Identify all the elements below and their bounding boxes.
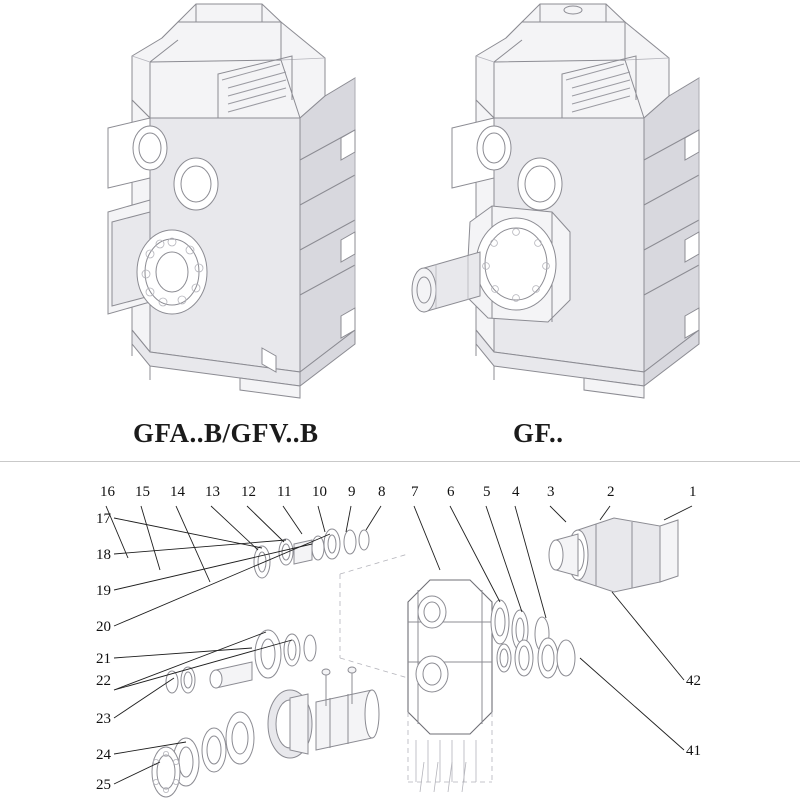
callout-23: 23: [96, 711, 111, 727]
callout-numbers-right: [686, 673, 701, 759]
callout-21: 21: [96, 651, 111, 667]
callout-11: 11: [277, 484, 292, 500]
callout-18: 18: [96, 547, 111, 563]
callout-20: 20: [96, 619, 111, 635]
callout-16: 16: [100, 484, 115, 500]
gearbox-housing-gfa-gfv: [108, 4, 355, 398]
callout-14: 14: [170, 484, 185, 500]
exploded-view-section: [0, 462, 800, 800]
callout-8: 8: [378, 484, 386, 500]
callout-12: 12: [241, 484, 256, 500]
callout-17: 17: [96, 511, 111, 527]
exploded-view-svg: [0, 462, 800, 800]
caption-right: GF..: [513, 418, 564, 448]
callout-19: 19: [96, 583, 111, 599]
callout-25: 25: [96, 777, 111, 793]
callout-41: 41: [686, 743, 701, 759]
callout-24: 24: [96, 747, 111, 763]
callout-6: 6: [447, 484, 455, 500]
gear-and-shaft-lower: [152, 667, 466, 797]
motor-adapter-assembly: [549, 518, 678, 592]
central-housing-outline: [340, 554, 492, 782]
output-shaft: [412, 252, 480, 312]
callout-7: 7: [411, 484, 419, 500]
callout-numbers-left: [96, 511, 112, 793]
callout-15: 15: [135, 484, 150, 500]
callout-numbers-top: [100, 484, 697, 500]
callout-2: 2: [607, 484, 615, 500]
callout-22: 22: [96, 673, 111, 689]
gearbox-housing-gf-with-shaft: [412, 4, 699, 398]
callout-4: 4: [512, 484, 520, 500]
spacer-rings-right: [491, 600, 575, 678]
caption-left: GFA..B/GFV..B: [133, 418, 319, 448]
callout-42: 42: [686, 673, 701, 689]
callout-10: 10: [312, 484, 327, 500]
callout-3: 3: [547, 484, 555, 500]
callout-13: 13: [205, 484, 220, 500]
callout-1: 1: [689, 484, 697, 500]
callout-9: 9: [348, 484, 356, 500]
callout-5: 5: [483, 484, 491, 500]
callout-leaders-right: [580, 592, 684, 750]
